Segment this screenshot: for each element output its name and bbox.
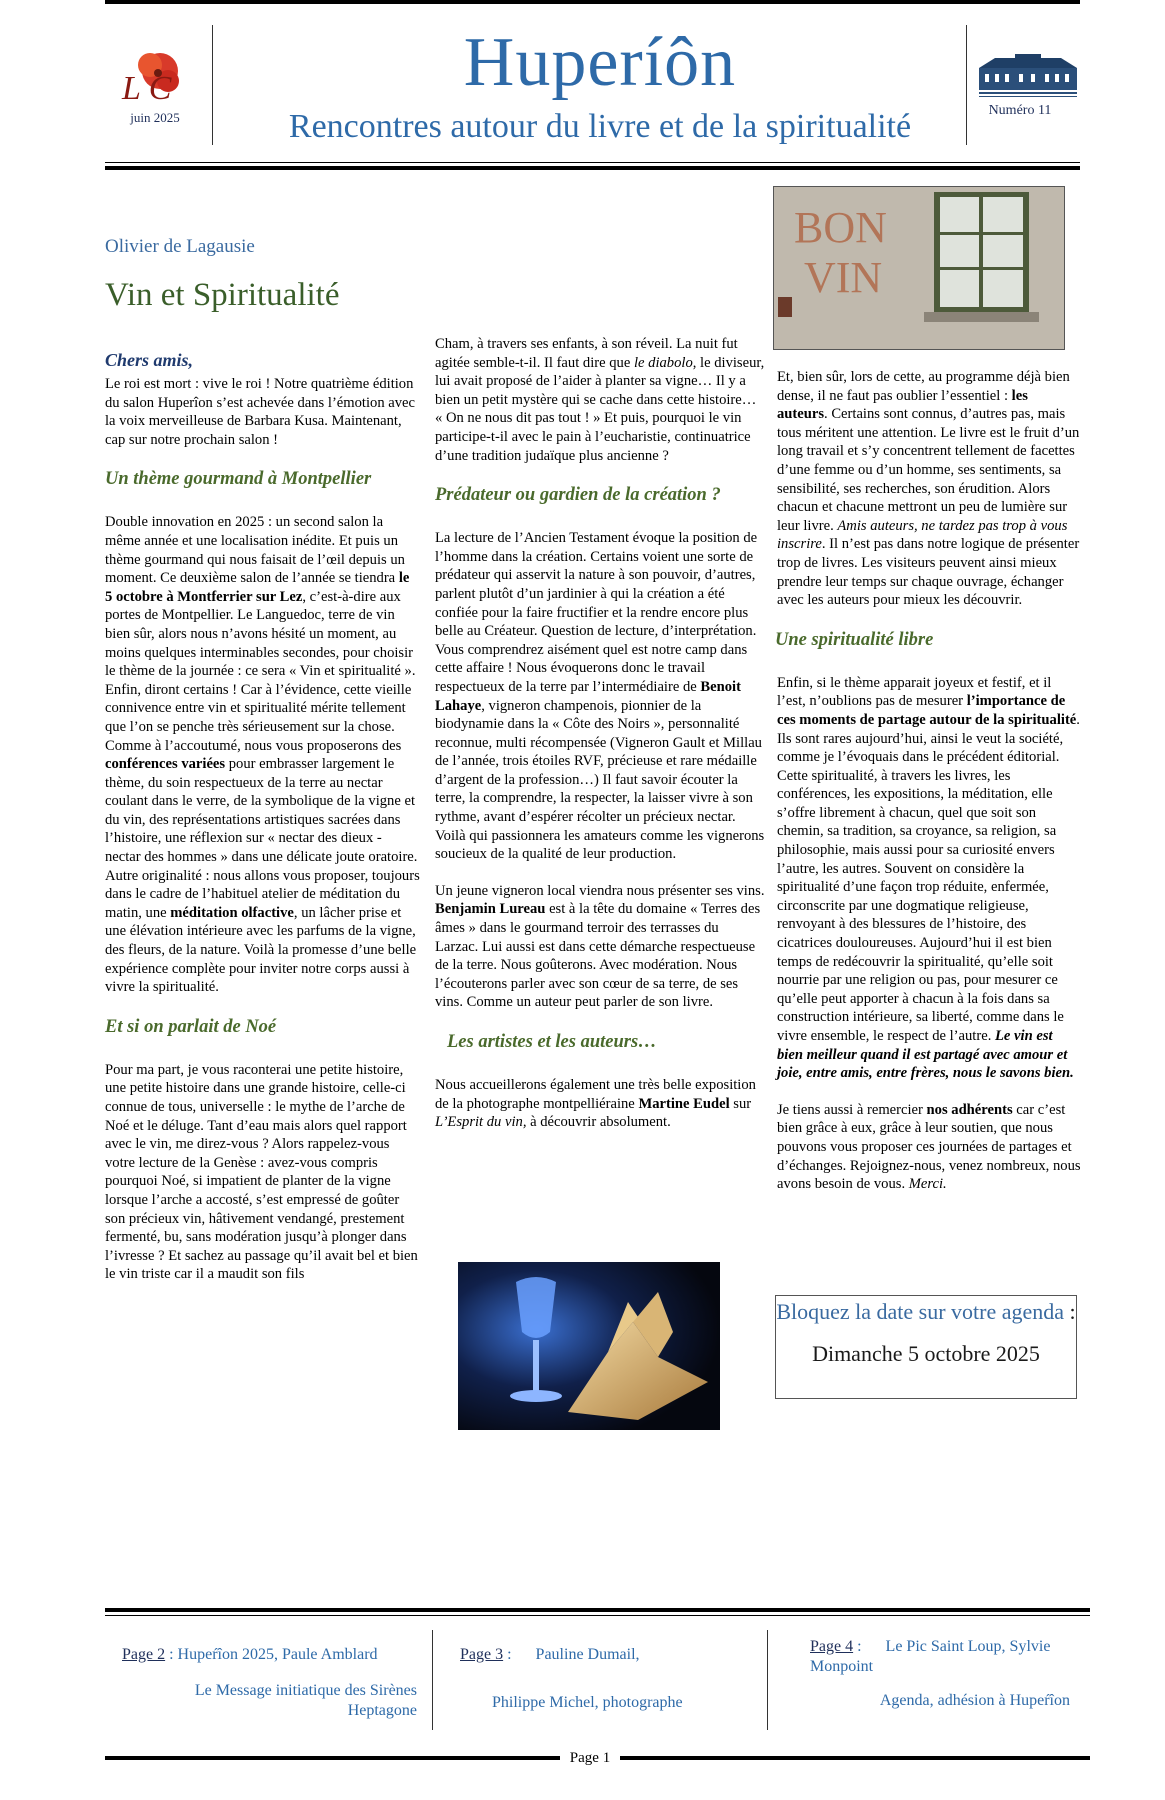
auteurs-paragraph: Et, bien sûr, lors de cette, au programme déjà bien dense, il ne faut pas oublier l’essentiel : les auteurs. Certains sont connus, d’autres pas, mais tous méritent une attention. Le livre est le fruit d’un long travail et s’y concentrent tellement de facettes d’une femme ou d’un homme, ses sentiments, sa sensibilité, ses recherches, son érudition. Alors chacun et chacune mettront un peu de lumière sur leur livre. Amis auteurs, ne tardez pas trop à vous inscrire. Il n’est pas dans notre logique de présenter trop de livres. Les visiteurs peuvent ainsi mieux prendre leur temps sur chaque ouvrage, échanger avec les auteurs pour mieux les découvrir. [777,369,1080,609]
footer-page-4: Page 4 : Le Pic Saint Loup, Sylvie Monpoint Agenda, adhésion à Hupeŕîon [810,1638,1070,1709]
spiritualite-paragraph: Enfin, si le thème apparait joyeux et festif, et il l’est, n’oublions pas de mesurer l’importance de ces moments de partage autour de la spiritualité. Ils sont rares aujourd’hui, ainsi le veut la société, comme je l’évoquais dans le précédent éditorial. Cette spiritualité, à travers les livres, les conférences, les expositions, la méditation, elle s’offre librement à chacun, quel que soit son chemin, sa tradition, sa croyance, sa religion, sa philosophie, mais aussi pour sa curiosité envers l’autre, les autres. Souvent on considère la spiritualité d’une façon trop réduite, enfermée, circonscrite par une dogmatique religieuse, renvoyant à des blessures de l’histoire, des cicatrices douloureuses. Aujourd’hui il est bien temps de redécouvrir la spiritualité, qu’elle soit nourrie par une religion ou pas, pour mesurer ce qu’elle peut apporter à chacun à la fois dans sa construction intérieure, sa liberté, comme dans le vivre ensemble, le respect de l’autre. Le vin est bien meilleur quand il est partagé avec amour et joie, entre amis, entre frères, nous le savons bien. [777,674,1080,1082]
noe-paragraph: Pour ma part, je vous raconterai une petite histoire, une petite histoire dans une grande histoire, celle-ci connue de tous, universelle : le mythe de l’arche de Noé et le déluge. Tant d’eau mais alors quel rapport avec le vin, me direz-vous ? Alors rappelez-vous votre lecture de la Genèse : avez-vous compris pourquoi Noé, si impatient de planter de la vigne lorsque l’arche a accosté, s’est empressé de goûter son précieux vin, hâtivement vendangé, prestement fermenté, bu, sans modération jusqu’à plonger dans l’ivresse ? Et sachez au passage qu’il avait bel et bien le vin triste car il a maudit son fils [105,1061,418,1283]
section-heading-montpellier: Un thème gourmand à Montpellier [105,469,372,490]
save-the-date-label: Bloquez la date sur votre agenda : [776,1299,1076,1324]
remerciements-paragraph: Je tiens aussi à remercier nos adhérents car c’est bien grâce à eux, grâce à leur soutien, que nous pouvons vous proposer ces journées de partages et d’échanges. Rejoignez-nous, venez nombreux, nous avons besoin de vous. Merci. [777,1101,1081,1193]
exposition-paragraph: Nous accueillerons également une très belle exposition de la photographe montpelliéraine Martine Eudel sur L’Esprit du vin, à découvrir absolument. [435,1077,756,1131]
footer-page-3: Page 3 : Pauline Dumail, Philippe Michel, photographe [460,1646,683,1711]
svg-text:L C: L C [122,70,172,107]
save-the-date-box [775,1295,1077,1399]
header-top-rule [105,0,1080,4]
wine-book-photo [458,1262,720,1430]
footer-top-rule-thin [105,1615,1090,1616]
newsletter-subtitle: Rencontres autour du livre et de la spiritualité [288,108,912,145]
footer-page-2: Page 2 : Hupeŕîon 2025, Paule Amblard Le Message initiatique des Sirènes Heptagone [122,1646,417,1719]
page-3-link[interactable]: Page 3 [460,1646,504,1663]
section-heading-noe: Et si on parlait de Noé [105,1016,277,1037]
montpellier-paragraph: Double innovation en 2025 : un second salon la même année et une localisation inédite. Et puis un thème gourmand qui nous faisait de l’œil depuis un moment. Ce deuxième salon de l’année se tiendra le 5 octobre à Montferrier sur Lez, c’est-à-dire aux portes de Montpellier. Le Languedoc, terre de vin bien sûr, alors nous n’avons hésité un moment, au moins quelques interminables secondes, pour choisir le thème de la journée : ce sera « Vin et spiritualité ». Enfin, diront certains ! Car à l’évidence, cette vieille connivence entre vin et spiritualité mérite tellement que l’on se penche très sérieusement sur la chose. Comme à l’accoutumé, nous vous proposerons des conférences variées pour embrasser largement le thème, du soin respectueux de la terre au nectar coulant dans le verre, de la symbolique de la vigne et du vin, des représentations artistiques sacrées dans l’histoire, une réflexion sur « nectar des dieux - nectar des hommes » dans une délicate joute oratoire. Autre originalité : nous allons vous proposer, toujours dans le cadre de l’habituel atelier de méditation du matin, une méditation olfactive, un lâcher prise et une élévation intérieure avec les parfums de la vigne, des fleurs, de la nature. Voilà la promesse d’une belle expérience complète pour inviter notre corps aussi à vivre la spiritualité. [105,514,420,996]
predateur-paragraph: La lecture de l’Ancien Testament évoque la position de l’homme dans la création. Certains voient une sorte de prédateur qui asservit la nature à son pouvoir, d’autres, parlent plutôt d’un jardinier à qui la création a été confiée pour la faire fructifier et la rendre encore plus belle au Créateur. Question de lecture, d’interprétation. Vous comprendrez aisément quel est notre camp dans cette affaire ! Nous évoquerons donc le travail respectueux de la terre par l’intermédiaire de Benoit Lahaye, vigneron champenois, pionnier de la biodynamie dans la « Côte des Noirs », personnalité reconnue, multi récompensée (Vigneron Gault et Millau de l’année, trois étoiles RVF, précieuse et rare médaille d’argent de la profession…) Il faut savoir écouter la terre, la comprendre, la respecter, la laisser vivre à son rythme, avant d’espérer récolter un précieux nectar. Voilà qui passionnera les amateurs comme les vignerons soucieux de la qualité de leur production. [435,530,765,863]
column-1 [105,375,420,1302]
svg-text:BON: BON [794,203,887,252]
header-bottom-rule [105,166,1080,170]
greeting: Chers amis, [105,350,194,370]
page-number: Page 1 [560,1750,620,1767]
intro-paragraph: Le roi est mort : vive le roi ! Notre quatrième édition du salon Huperîon s’est achevée dans l’émotion avec la voix merveilleuse de Barbara Kusa. Maintenant, cap sur notre prochain salon ! [105,376,416,448]
article-author: Olivier de Lagausie [105,236,255,257]
column-3 [777,368,1082,1212]
page-4-link[interactable]: Page 4 [810,1638,854,1655]
header-divider-left [212,25,213,145]
event-date: Dimanche 5 octobre 2025 [812,1341,1040,1366]
header-bottom-rule-thin [105,162,1080,163]
svg-text:VIN: VIN [804,253,883,302]
section-heading-predateur: Prédateur ou gardien de la création ? [435,485,721,506]
page-2-link[interactable]: Page 2 [122,1646,166,1663]
section-heading-artistes: Les artistes et les auteurs… [447,1032,657,1052]
noe-continued-paragraph: Cham, à travers ses enfants, à son réveil. La nuit fut agitée semble-t-il. Il faut dire que le diabolo, le diviseur, lui avait proposé de l’aider à planter sa vigne… Il y a bien un petit mystère qui se cache dans cette histoire… « On ne nous dit pas tout ! » Et puis, pourquoi le vin participe-t-il avec le pain à l’eucharistie, continuatrice d’une tradition judaïque plus ancienne ? [435,336,765,464]
abbey-logo [975,54,1081,100]
footer-top-rule [105,1608,1090,1612]
newsletter-title: Huperíôn [463,24,737,101]
footer-divider-1 [432,1630,433,1730]
bon-vin-photo [773,186,1065,350]
issue-number: Numéro 11 [988,103,1052,118]
article-title: Vin et Spiritualité [105,277,340,313]
newsletter-logo [118,45,190,107]
footer-divider-2 [767,1630,768,1730]
issue-date: juin 2025 [130,110,180,125]
section-heading-spiritualite: Une spiritualité libre [775,629,934,650]
vigneron-paragraph: Un jeune vigneron local viendra nous présenter ses vins. Benjamin Lureau est à la tête du domaine « Terres des âmes » dans le gourmand terroir des terrasses du Larzac. Lui aussi est dans cette démarche respectueuse de la terre. Nous goûterons. Avec modération. Nous l’écouterons parler avec son cœur de sa terre, de ses vins. Comme un auteur peut parler de son livre. [435,882,765,1011]
column-2 [435,335,765,1150]
